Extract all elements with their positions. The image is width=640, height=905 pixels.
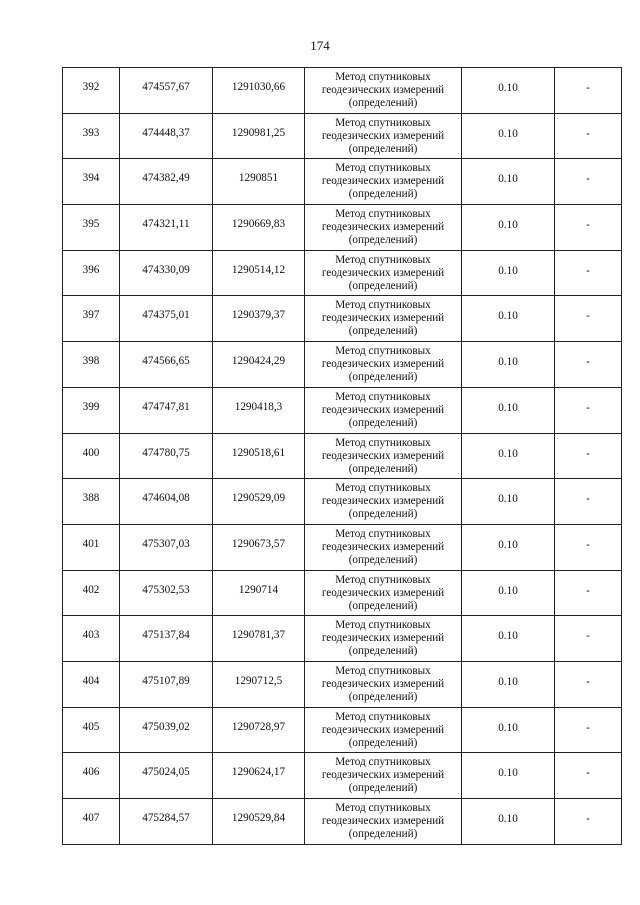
accuracy-cell: 0.10: [462, 433, 555, 479]
table-row: [63, 570, 622, 616]
point-number-cell: 400: [63, 433, 120, 479]
method-text-line: геодезических измерений: [321, 403, 445, 416]
table-row: [63, 250, 622, 296]
accuracy-cell: 0.10: [462, 616, 555, 662]
x-coordinate-cell: 474330,09: [120, 250, 213, 296]
table-row: [63, 205, 622, 251]
description-cell: -: [555, 661, 622, 707]
accuracy-cell: 0.10: [462, 205, 555, 251]
description-cell: -: [555, 68, 622, 114]
x-coordinate-cell: 474557,67: [120, 68, 213, 114]
y-coordinate-cell: 1290712,5: [213, 661, 305, 707]
accuracy-cell: 0.10: [462, 799, 555, 845]
method-text-line: Метод спутниковых: [335, 436, 431, 449]
method-cell: [305, 387, 462, 433]
point-number-cell: 406: [63, 753, 120, 799]
method-text-line: Метод спутниковых: [335, 208, 431, 221]
y-coordinate-cell: 1290529,09: [213, 479, 305, 525]
method-text-line: Метод спутниковых: [335, 710, 431, 723]
method-text-line: Метод спутниковых: [335, 664, 431, 677]
method-text-line: Метод спутниковых: [335, 390, 431, 403]
description-cell: -: [555, 342, 622, 388]
method-text-line: геодезических измерений: [321, 129, 445, 142]
method-cell: [305, 479, 462, 525]
y-coordinate-cell: 1290781,37: [213, 616, 305, 662]
method-text-line: геодезических измерений: [321, 221, 445, 234]
point-number-cell: 395: [63, 205, 120, 251]
method-text-line: (определений): [348, 279, 418, 292]
table-row: [63, 387, 622, 433]
method-text-line: (определений): [348, 736, 418, 749]
method-text-line: Метод спутниковых: [335, 345, 431, 358]
accuracy-cell: 0.10: [462, 342, 555, 388]
point-number-cell: 398: [63, 342, 120, 388]
coordinates-table: [62, 67, 622, 845]
point-number-cell: 397: [63, 296, 120, 342]
point-number-cell: 396: [63, 250, 120, 296]
description-cell: -: [555, 113, 622, 159]
method-text-line: геодезических измерений: [321, 312, 445, 325]
method-cell: [305, 524, 462, 570]
table-row: [63, 159, 622, 205]
point-number-cell: 394: [63, 159, 120, 205]
x-coordinate-cell: 474375,01: [120, 296, 213, 342]
table-row: [63, 342, 622, 388]
point-number-cell: 399: [63, 387, 120, 433]
y-coordinate-cell: 1290529,84: [213, 799, 305, 845]
accuracy-cell: 0.10: [462, 159, 555, 205]
method-text-line: геодезических измерений: [321, 358, 445, 371]
method-text-line: Метод спутниковых: [335, 253, 431, 266]
method-cell: [305, 342, 462, 388]
accuracy-cell: 0.10: [462, 524, 555, 570]
table-row: [63, 799, 622, 845]
point-number-cell: 392: [63, 68, 120, 114]
y-coordinate-cell: 1290514,12: [213, 250, 305, 296]
y-coordinate-cell: 1290418,3: [213, 387, 305, 433]
point-number-cell: 388: [63, 479, 120, 525]
method-cell: [305, 68, 462, 114]
description-cell: -: [555, 479, 622, 525]
page-number: 174: [310, 38, 330, 53]
description-cell: -: [555, 616, 622, 662]
accuracy-cell: 0.10: [462, 479, 555, 525]
accuracy-cell: 0.10: [462, 707, 555, 753]
x-coordinate-cell: 474566,65: [120, 342, 213, 388]
method-text-line: геодезических измерений: [321, 632, 445, 645]
x-coordinate-cell: 474604,08: [120, 479, 213, 525]
method-cell: [305, 296, 462, 342]
accuracy-cell: 0.10: [462, 68, 555, 114]
description-cell: -: [555, 296, 622, 342]
y-coordinate-cell: 1290624,17: [213, 753, 305, 799]
method-text-line: (определений): [348, 416, 418, 429]
description-cell: -: [555, 433, 622, 479]
table-row: [63, 616, 622, 662]
method-text-line: (определений): [348, 553, 418, 566]
table-row: [63, 524, 622, 570]
x-coordinate-cell: 475284,57: [120, 799, 213, 845]
y-coordinate-cell: 1290851: [213, 159, 305, 205]
y-coordinate-cell: 1290669,83: [213, 205, 305, 251]
x-coordinate-cell: 475039,02: [120, 707, 213, 753]
method-text-line: (определений): [348, 188, 418, 201]
method-cell: [305, 616, 462, 662]
accuracy-cell: 0.10: [462, 113, 555, 159]
y-coordinate-cell: 1290379,37: [213, 296, 305, 342]
method-text-line: Метод спутниковых: [335, 116, 431, 129]
description-cell: -: [555, 753, 622, 799]
point-number-cell: 407: [63, 799, 120, 845]
point-number-cell: 405: [63, 707, 120, 753]
y-coordinate-cell: 1291030,66: [213, 68, 305, 114]
method-cell: [305, 707, 462, 753]
method-cell: [305, 753, 462, 799]
x-coordinate-cell: 474448,37: [120, 113, 213, 159]
method-text-line: (определений): [348, 97, 418, 109]
method-text-line: (определений): [348, 142, 418, 155]
point-number-cell: 404: [63, 661, 120, 707]
method-text-line: геодезических измерений: [321, 449, 445, 462]
y-coordinate-cell: 1290518,61: [213, 433, 305, 479]
description-cell: -: [555, 205, 622, 251]
description-cell: -: [555, 159, 622, 205]
x-coordinate-cell: 475307,03: [120, 524, 213, 570]
method-text-line: Метод спутниковых: [335, 573, 431, 586]
description-cell: -: [555, 707, 622, 753]
method-text-line: Метод спутниковых: [335, 299, 431, 312]
point-number-cell: 393: [63, 113, 120, 159]
method-text-line: геодезических измерений: [321, 586, 445, 599]
method-cell: [305, 799, 462, 845]
table-row: [63, 113, 622, 159]
table-row: [63, 296, 622, 342]
method-text-line: (определений): [348, 325, 418, 338]
y-coordinate-cell: 1290673,57: [213, 524, 305, 570]
table-row: [63, 68, 622, 114]
description-cell: -: [555, 799, 622, 845]
method-text-line: Метод спутниковых: [335, 756, 431, 769]
accuracy-cell: 0.10: [462, 661, 555, 707]
method-cell: [305, 570, 462, 616]
x-coordinate-cell: 475302,53: [120, 570, 213, 616]
method-text-line: (определений): [348, 371, 418, 384]
x-coordinate-cell: 474321,11: [120, 205, 213, 251]
method-cell: [305, 205, 462, 251]
table-row: [63, 753, 622, 799]
point-number-cell: 401: [63, 524, 120, 570]
table-row: [63, 479, 622, 525]
x-coordinate-cell: 475024,05: [120, 753, 213, 799]
method-cell: [305, 159, 462, 205]
y-coordinate-cell: 1290981,25: [213, 113, 305, 159]
y-coordinate-cell: 1290714: [213, 570, 305, 616]
point-number-cell: 403: [63, 616, 120, 662]
x-coordinate-cell: 474747,81: [120, 387, 213, 433]
method-text-line: геодезических измерений: [321, 175, 445, 188]
x-coordinate-cell: 475137,84: [120, 616, 213, 662]
y-coordinate-cell: 1290728,97: [213, 707, 305, 753]
method-text-line: (определений): [348, 508, 418, 521]
method-text-line: (определений): [348, 782, 418, 795]
table-body: [63, 68, 622, 845]
method-text-line: (определений): [348, 645, 418, 658]
table-row: [63, 707, 622, 753]
method-text-line: Метод спутниковых: [335, 162, 431, 175]
method-text-line: геодезических измерений: [321, 540, 445, 553]
method-text-line: геодезических измерений: [321, 769, 445, 782]
accuracy-cell: 0.10: [462, 296, 555, 342]
method-text-line: геодезических измерений: [321, 495, 445, 508]
method-cell: [305, 113, 462, 159]
description-cell: -: [555, 524, 622, 570]
method-text-line: геодезических измерений: [321, 815, 445, 827]
table-row: [63, 433, 622, 479]
method-text-line: геодезических измерений: [321, 677, 445, 690]
method-text-line: (определений): [348, 462, 418, 475]
method-text-line: (определений): [348, 599, 418, 612]
y-coordinate-cell: 1290424,29: [213, 342, 305, 388]
method-text-line: геодезических измерений: [321, 266, 445, 279]
method-cell: [305, 250, 462, 296]
method-text-line: геодезических измерений: [321, 84, 445, 96]
x-coordinate-cell: 474382,49: [120, 159, 213, 205]
method-text-line: (определений): [348, 690, 418, 703]
point-number-cell: 402: [63, 570, 120, 616]
method-text-line: (определений): [348, 828, 418, 840]
table-row: [63, 661, 622, 707]
accuracy-cell: 0.10: [462, 250, 555, 296]
accuracy-cell: 0.10: [462, 387, 555, 433]
x-coordinate-cell: 474780,75: [120, 433, 213, 479]
description-cell: -: [555, 387, 622, 433]
method-text-line: Метод спутниковых: [335, 71, 431, 83]
description-cell: -: [555, 250, 622, 296]
method-cell: [305, 661, 462, 707]
accuracy-cell: 0.10: [462, 570, 555, 616]
method-text-line: Метод спутниковых: [335, 802, 431, 814]
accuracy-cell: 0.10: [462, 753, 555, 799]
method-text-line: (определений): [348, 234, 418, 247]
method-cell: [305, 433, 462, 479]
method-text-line: Метод спутниковых: [335, 619, 431, 632]
description-cell: -: [555, 570, 622, 616]
x-coordinate-cell: 475107,89: [120, 661, 213, 707]
method-text-line: Метод спутниковых: [335, 527, 431, 540]
method-text-line: Метод спутниковых: [335, 482, 431, 495]
method-text-line: геодезических измерений: [321, 723, 445, 736]
